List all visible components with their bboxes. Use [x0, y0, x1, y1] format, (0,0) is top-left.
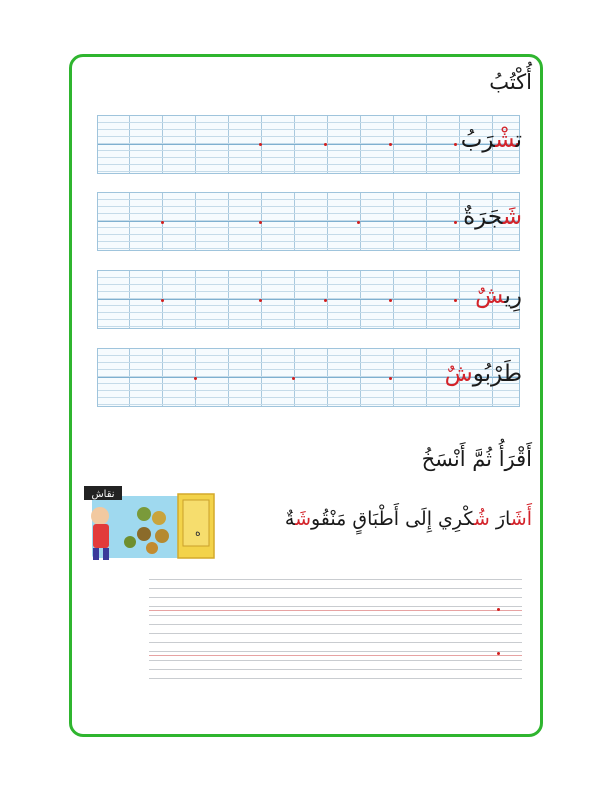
guide-dot — [194, 377, 197, 380]
guide-dot — [497, 608, 500, 611]
guide-dot — [161, 299, 164, 302]
guide-dot — [161, 221, 164, 224]
model-word-3: رِيشٌ — [475, 283, 522, 309]
guide-dot — [454, 299, 457, 302]
guide-dot — [324, 299, 327, 302]
guide-dot — [259, 143, 262, 146]
model-word-2: شَجَرَةٌ — [463, 204, 522, 230]
market-illustration — [82, 484, 222, 564]
guide-dot — [389, 299, 392, 302]
writing-grid-3 — [97, 270, 520, 329]
guide-dot — [357, 221, 360, 224]
read-copy-heading: أَقْرَأُ ثُمَّ أَنْسَخُ — [421, 447, 532, 471]
guide-dot — [259, 299, 262, 302]
model-word-4: طَرْبُوشٌ — [444, 361, 522, 387]
guide-dot — [454, 143, 457, 146]
guide-dot — [259, 221, 262, 224]
reading-sentence: أَشَارَ شُكْرِي إِلَى أَطْبَاقٍ مَنْقُوشَةٌ — [284, 508, 532, 530]
writing-grid-2 — [97, 192, 520, 251]
image-label: نقاش — [91, 489, 115, 500]
guide-dot — [389, 143, 392, 146]
door-label: ه — [195, 526, 201, 539]
model-word-1: تشْرَبُ — [460, 127, 522, 153]
guide-dot — [389, 377, 392, 380]
copy-lines — [149, 579, 522, 681]
guide-dot — [497, 652, 500, 655]
guide-dot — [324, 143, 327, 146]
guide-dot — [292, 377, 295, 380]
guide-dot — [454, 221, 457, 224]
writing-grid-1 — [97, 115, 520, 174]
write-heading: أُكْتُبُ — [489, 70, 532, 94]
